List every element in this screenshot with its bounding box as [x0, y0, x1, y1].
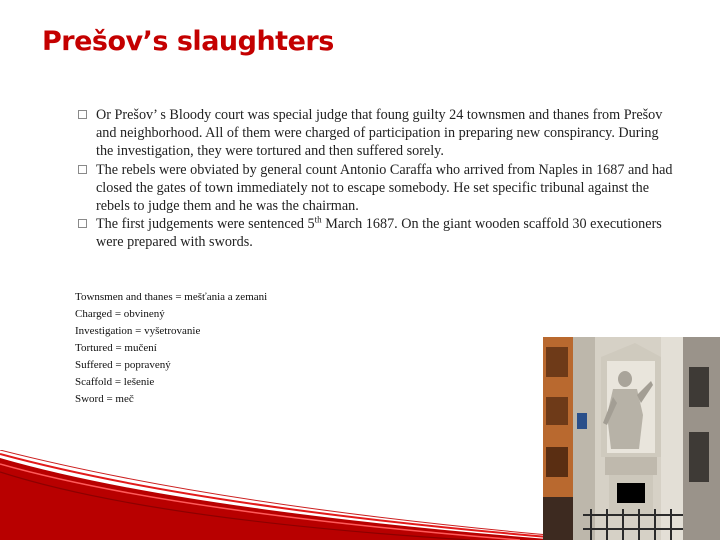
monument-photo [543, 337, 720, 540]
checkbox-bullet-icon [78, 165, 87, 174]
bullet-item [78, 215, 678, 251]
decorative-swoosh [0, 450, 560, 540]
bullet-text: Or Prešov’ s Bloody court was special judge that foung guilty 24 townsmen and thanes from Prešov and neighborhood. All of them were charged of participation in preparing new conspirancy. During the investigation, they were tortured and then suffered sorely. [96, 107, 663, 160]
slide-title: Prešov’s slaughters [42, 26, 334, 57]
glossary-entry: Charged = obvinený [75, 308, 165, 320]
bullet-text: The rebels were obviated by general count Antonio Caraffa who arrived from Naples in 1687 and had closed the gates of town immediately not to escape somebody. He set specific tribunal against the rebels to judge them and he was the chairman. [96, 161, 673, 215]
glossary-entry: Suffered = popravený [75, 359, 171, 371]
checkbox-bullet-icon [78, 219, 87, 228]
glossary [75, 289, 335, 408]
checkbox-bullet-icon [78, 110, 87, 119]
glossary-entry: Scaffold = lešenie [75, 376, 155, 388]
glossary-entry: Tortured = mučení [75, 342, 157, 354]
glossary-entry: Investigation = vyšetrovanie [75, 325, 201, 337]
ordinal-suffix: th [314, 214, 322, 225]
glossary-entry: Townsmen and thanes = mešťania a zemani [75, 291, 268, 303]
bullet-list [78, 106, 678, 252]
bullet-item [78, 106, 678, 161]
bullet-text: The first judgements were sentenced 5 [96, 216, 315, 233]
bullet-text-continued: March 1687. On the giant wooden scaffold 30 executioners were prepared with swords. [96, 216, 662, 251]
glossary-entry: Sword = meč [75, 393, 134, 405]
bullet-item [78, 161, 678, 216]
